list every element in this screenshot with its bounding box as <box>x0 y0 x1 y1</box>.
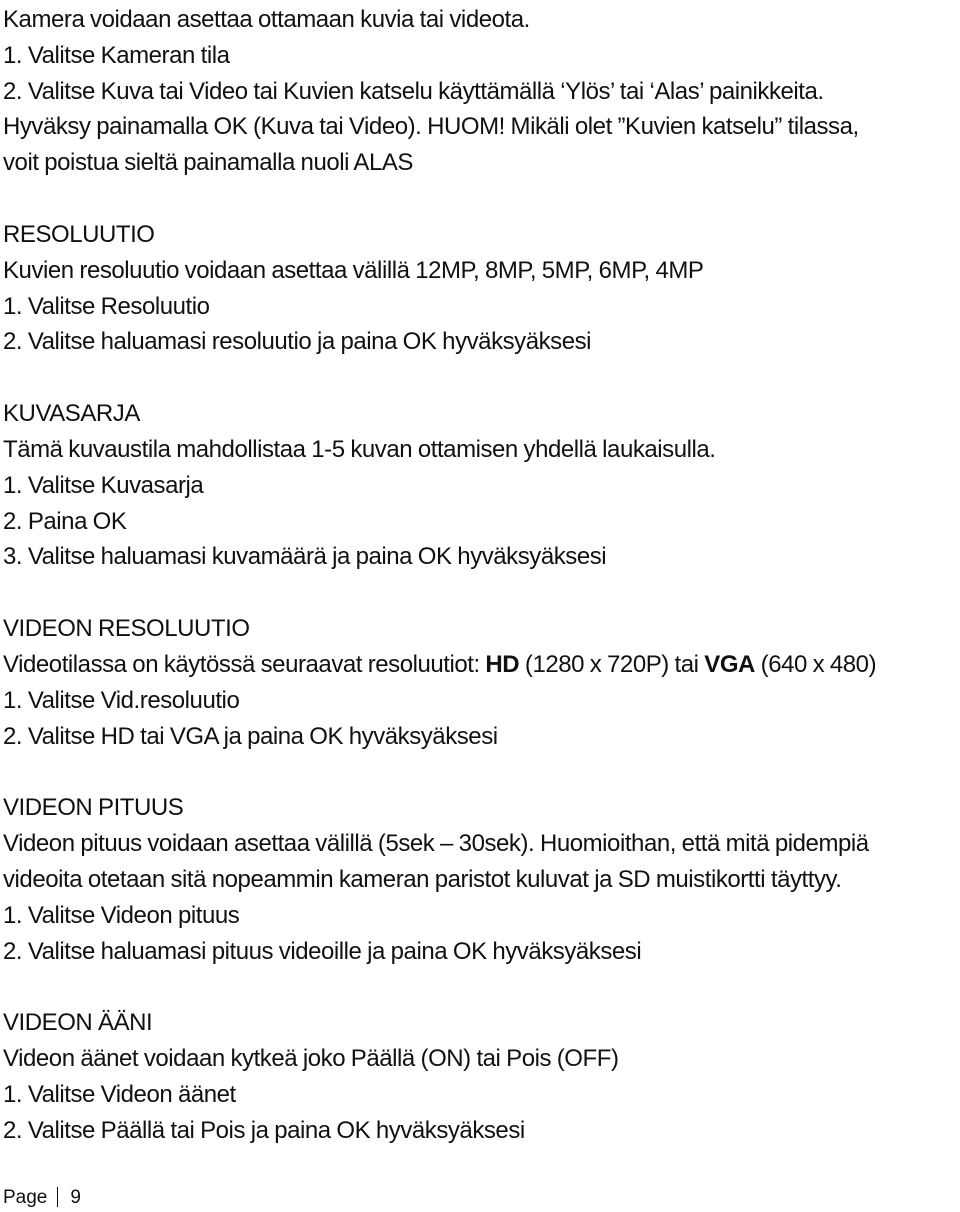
page-footer <box>3 1186 81 1210</box>
videon-resoluutio-step-2: 2. Valitse HD tai VGA ja paina OK hyväksyäksesi <box>3 722 498 750</box>
hd-label: HD <box>485 650 520 678</box>
videon-pituus-section <box>3 790 955 969</box>
kuvasarja-section <box>3 396 955 575</box>
document-body <box>3 2 955 1149</box>
intro-note-line-2: voit poistua sieltä painamalla nuoli ALAS <box>3 149 413 177</box>
resoluutio-step-2: 2. Valitse haluamasi resoluutio ja paina OK hyväksyäksesi <box>3 328 592 356</box>
section-spacer <box>3 754 955 790</box>
kuvasarja-description: Tämä kuvaustila mahdollistaa 1-5 kuvan ottamisen yhdellä laukaisulla. <box>3 435 716 463</box>
section-spacer <box>3 969 955 1005</box>
videon-pituus-step-1: 1. Valitse Videon pituus <box>3 901 240 929</box>
videon-pituus-step-2: 2. Valitse haluamasi pituus videoille ja paina OK hyväksyäksesi <box>3 937 642 965</box>
resoluutio-description: Kuvien resoluutio voidaan asettaa välillä 12MP, 8MP, 5MP, 6MP, 4MP <box>3 256 704 284</box>
section-spacer <box>3 181 955 217</box>
resoluutio-step-1: 1. Valitse Resoluutio <box>3 292 210 320</box>
resoluutio-section <box>3 217 955 360</box>
intro-section <box>3 2 955 181</box>
videon-aani-section <box>3 1005 955 1148</box>
section-spacer <box>3 360 955 396</box>
videon-resoluutio-heading: VIDEON RESOLUUTIO <box>3 615 250 643</box>
videon-aani-description: Videon äänet voidaan kytkeä joko Päällä (ON) tai Pois (OFF) <box>3 1045 619 1073</box>
videon-aani-heading: VIDEON ÄÄNI <box>3 1009 153 1037</box>
resoluutio-heading: RESOLUUTIO <box>3 220 155 248</box>
videon-resoluutio-step-1: 1. Valitse Vid.resoluutio <box>3 686 240 714</box>
kuvasarja-step-3: 3. Valitse haluamasi kuvamäärä ja paina OK hyväksyäksesi <box>3 543 607 571</box>
vga-label: VGA <box>704 650 755 678</box>
videon-resoluutio-desc-mid: (1280 x 720P) tai <box>519 650 705 678</box>
videon-pituus-heading: VIDEON PITUUS <box>3 794 184 822</box>
intro-note-line-1: Hyväksy painamalla OK (Kuva tai Video). HUOM! Mikäli olet ”Kuvien katselu” tilassa, <box>3 113 859 141</box>
kuvasarja-heading: KUVASARJA <box>3 400 140 428</box>
videon-aani-step-2: 2. Valitse Päällä tai Pois ja paina OK hyväksyäksesi <box>3 1116 525 1144</box>
intro-text: Kamera voidaan asettaa ottamaan kuvia tai videota. <box>3 6 530 33</box>
videon-resoluutio-description <box>3 647 955 683</box>
footer-divider <box>57 1187 58 1207</box>
section-spacer <box>3 575 955 611</box>
kuvasarja-step-1: 1. Valitse Kuvasarja <box>3 471 204 499</box>
videon-resoluutio-desc-suffix: (640 x 480) <box>754 650 877 678</box>
page-label: Page <box>3 1187 48 1208</box>
videon-resoluutio-section <box>3 611 955 754</box>
page-number: 9 <box>70 1187 81 1208</box>
intro-step-2: 2. Valitse Kuva tai Video tai Kuvien katselu käyttämällä ‘Ylös’ tai ‘Alas’ painikkeita. <box>3 77 824 105</box>
videon-pituus-description-line-1: Videon pituus voidaan asettaa välillä (5sek – 30sek). Huomioithan, että mitä pidempiä <box>3 830 869 858</box>
videon-resoluutio-desc-prefix: Videotilassa on käytössä seuraavat resoluutiot: <box>3 650 486 678</box>
intro-step-1: 1. Valitse Kameran tila <box>3 41 230 69</box>
videon-pituus-description-line-2: videoita otetaan sitä nopeammin kameran paristot kuluvat ja SD muistikortti täyttyy. <box>3 865 842 893</box>
kuvasarja-step-2: 2. Paina OK <box>3 507 127 535</box>
videon-aani-step-1: 1. Valitse Videon äänet <box>3 1080 236 1108</box>
